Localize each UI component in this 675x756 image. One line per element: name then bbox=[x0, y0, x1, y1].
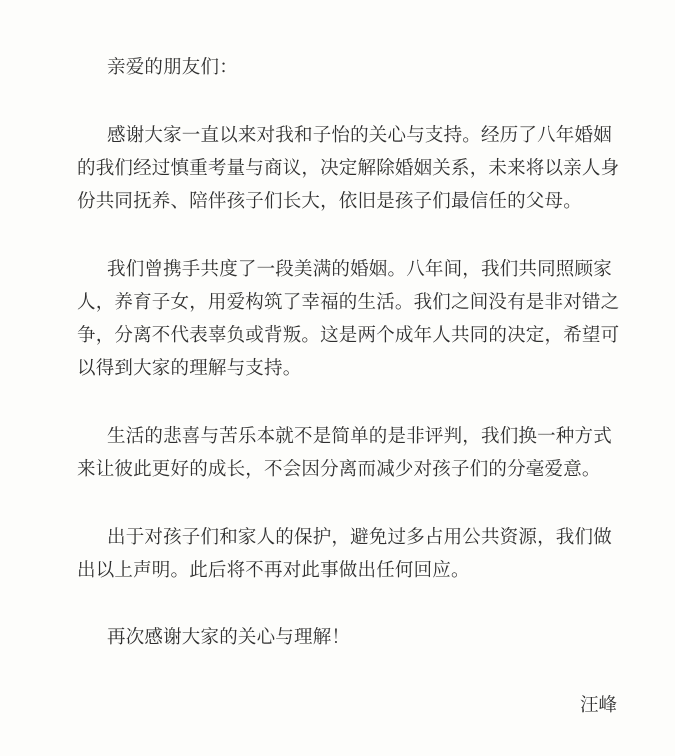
paragraph-line: 人，养育子女，用爱构筑了幸福的生活。我们之间没有是非对错之 bbox=[77, 292, 620, 313]
paragraph-line: 的我们经过慎重考量与商议，决定解除婚姻关系，未来将以亲人身 bbox=[77, 158, 620, 179]
paragraph-line: 我们曾携手共度了一段美满的婚姻。八年间，我们共同照顾家 bbox=[107, 259, 612, 280]
closing-line: 再次感谢大家的关心与理解！ bbox=[107, 627, 351, 648]
paragraph-line: 出于对孩子们和家人的保护，避免过多占用公共资源，我们做 bbox=[107, 527, 612, 548]
paragraph-line: 份共同抚养、陪伴孩子们长大，依旧是孩子们最信任的父母。 bbox=[77, 191, 582, 212]
paragraph-line: 出以上声明。此后将不再对此事做出任何回应。 bbox=[77, 560, 470, 581]
paragraph-line: 争，分离不代表辜负或背叛。这是两个成年人共同的决定，希望可 bbox=[77, 325, 620, 346]
paragraph-line: 感谢大家一直以来对我和子怡的关心与支持。经历了八年婚姻 bbox=[107, 125, 612, 146]
signature: 汪峰 bbox=[580, 695, 618, 716]
paragraph-line: 生活的悲喜与苦乐本就不是简单的是非评判，我们换一种方式 bbox=[107, 426, 612, 447]
paragraph-line: 来让彼此更好的成长，不会因分离而减少对孩子们的分毫爱意。 bbox=[77, 459, 601, 480]
greeting: 亲爱的朋友们： bbox=[107, 57, 238, 78]
paragraph-line: 以得到大家的理解与支持。 bbox=[77, 358, 302, 379]
